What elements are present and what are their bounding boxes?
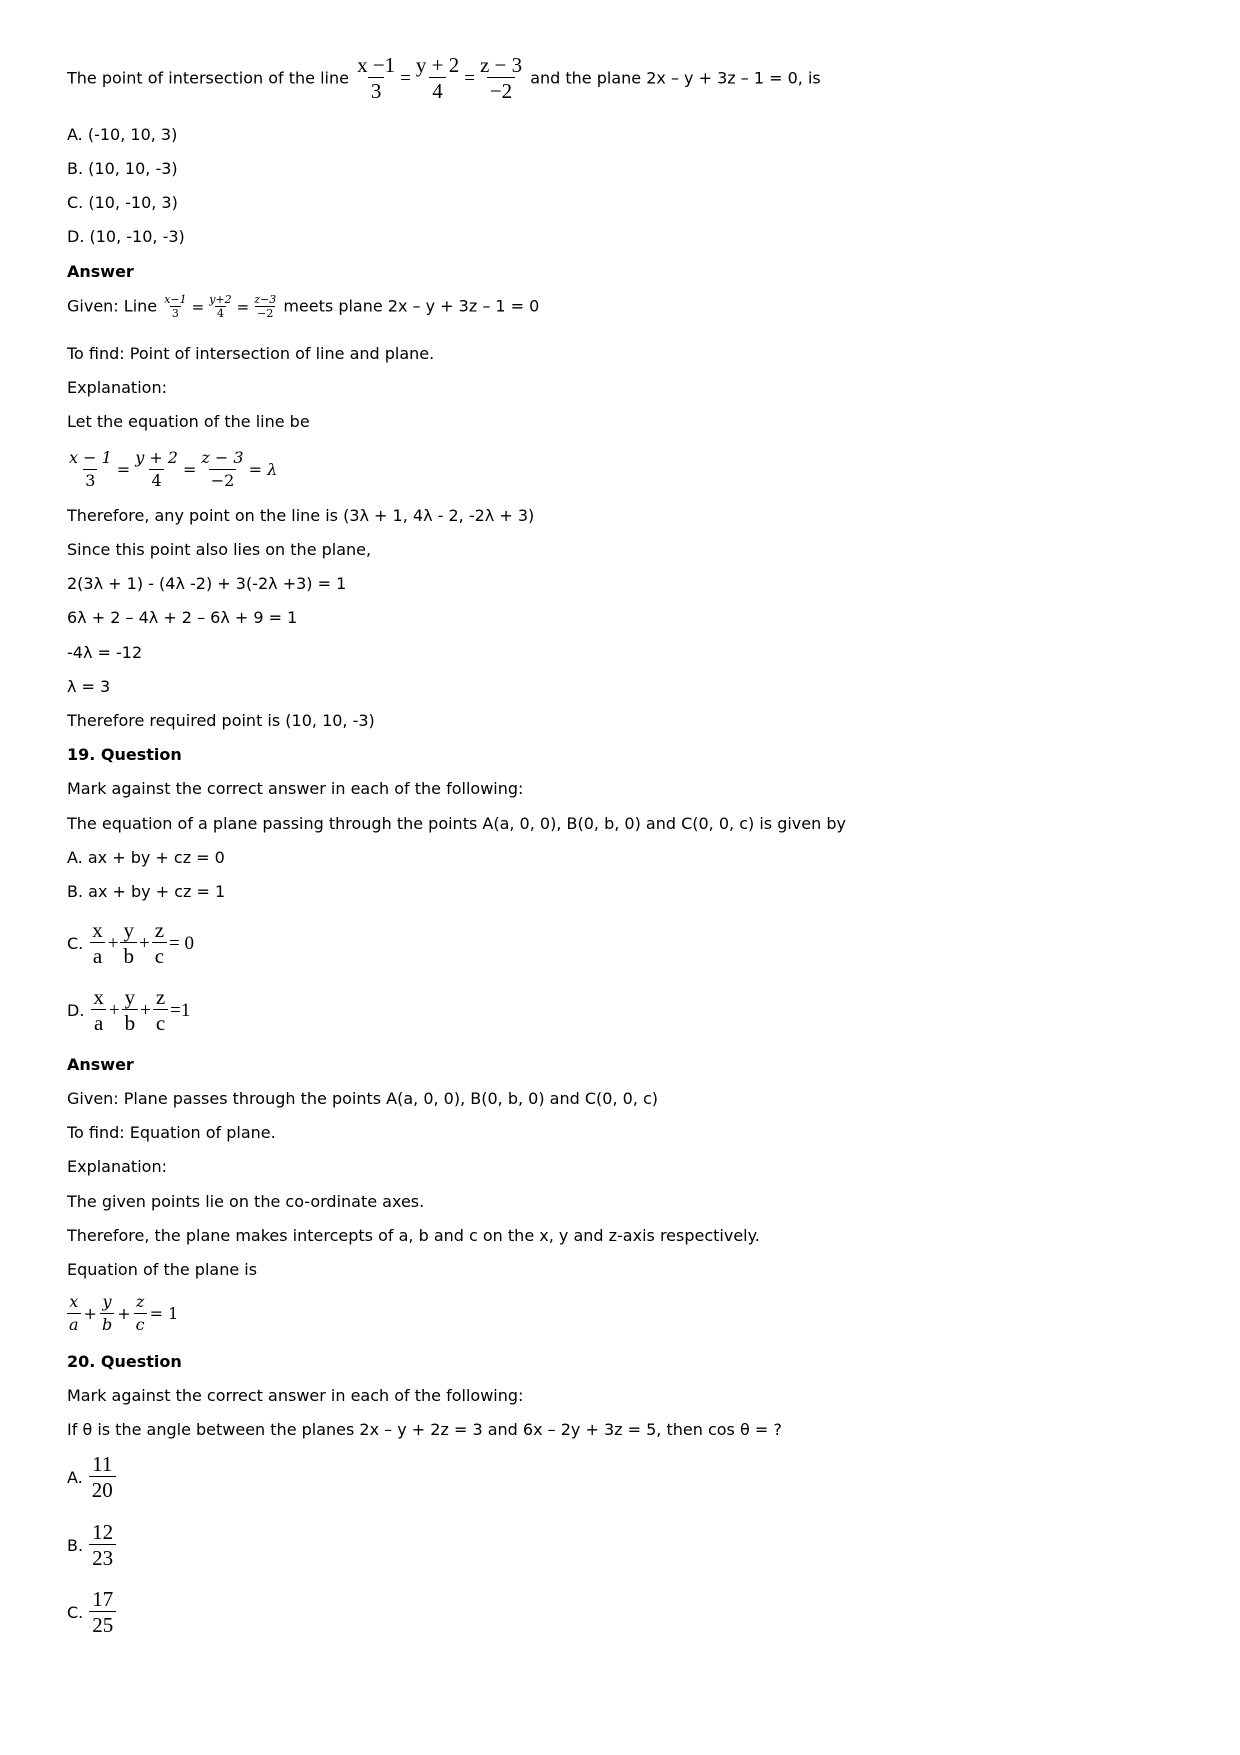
q19-to-find: To find: Equation of plane. bbox=[67, 1123, 276, 1142]
q19-instruction: Mark against the correct answer in each of the following: bbox=[67, 779, 524, 798]
q18-stem-prefix: The point of intersection of the line bbox=[67, 68, 349, 88]
q19-heading: 19. Question bbox=[67, 745, 182, 764]
q20-heading: 20. Question bbox=[67, 1352, 182, 1371]
q18-option-c: C. (10, -10, 3) bbox=[67, 193, 178, 212]
q20-option-b: B. $\frac{12}{23}$ bbox=[67, 1520, 116, 1571]
q19-explanation-label: Explanation: bbox=[67, 1157, 167, 1176]
q18-stem-suffix: and the plane 2x – y + 3z – 1 = 0, is bbox=[530, 68, 821, 88]
q20-instruction: Mark against the correct answer in each of the following: bbox=[67, 1386, 524, 1405]
q18-stem-fraction-1: $\frac{x -1}{3}$ bbox=[357, 53, 396, 103]
q18-eq-fraction-3: $\frac{z - 3}{-2}$ bbox=[201, 448, 244, 490]
q18-step-7: Therefore required point is (10, 10, -3) bbox=[67, 711, 375, 730]
q18-option-d: D. (10, -10, -3) bbox=[67, 227, 185, 246]
q18-to-find: To find: Point of intersection of line and plane. bbox=[67, 344, 435, 363]
q18-given-fraction-1: $\frac{x-1}{3}$ bbox=[164, 293, 187, 320]
q18-step-5: -4λ = -12 bbox=[67, 643, 143, 662]
q18-step-2: Since this point also lies on the plane, bbox=[67, 540, 372, 559]
q19-option-d: D. $\frac{x}{a}$ + $\frac{y}{b}$ + $\frac{z}{c}$ =1 bbox=[67, 985, 191, 1035]
q18-step-6: λ = 3 bbox=[67, 677, 111, 696]
q19-line-3: Equation of the plane is bbox=[67, 1260, 258, 1279]
q20-option-a: A. $\frac{11}{20}$ bbox=[67, 1452, 116, 1503]
q18-eq-fraction-1: $\frac{x - 1}{3}$ bbox=[69, 448, 112, 490]
q18-option-a: A. (-10, 10, 3) bbox=[67, 125, 178, 144]
q18-given-fraction-3: $\frac{z-3}{-2}$ bbox=[254, 293, 277, 320]
q19-final-equation: $\frac{x}{a}$ + $\frac{y}{b}$ + $\frac{z}{c}$ = 1 bbox=[69, 1292, 179, 1334]
q19-option-c: C. $\frac{x}{a}$ + $\frac{y}{b}$ + $\frac{z}{c}$ = 0 bbox=[67, 918, 194, 968]
q18-line-equation: $\frac{x - 1}{3}$ = $\frac{y + 2}{4}$ = $\frac{z - 3}{-2}$ = λ bbox=[69, 448, 278, 490]
q20-stem: If θ is the angle between the planes 2x – y + 2z = 3 and 6x – 2y + 3z = 5, then cos θ = ? bbox=[67, 1420, 782, 1439]
q19-line-2: Therefore, the plane makes intercepts of a, b and c on the x, y and z-axis respectively. bbox=[67, 1226, 760, 1245]
q18-answer-heading: Answer bbox=[67, 262, 134, 281]
q18-option-b: B. (10, 10, -3) bbox=[67, 159, 178, 178]
q18-explanation-label: Explanation: bbox=[67, 378, 167, 397]
q20-option-c: C. $\frac{17}{25}$ bbox=[67, 1587, 116, 1638]
q19-option-a: A. ax + by + cz = 0 bbox=[67, 848, 225, 867]
q18-stem-fraction-2: $\frac{y + 2}{4}$ bbox=[415, 53, 460, 103]
q18-step-1: Therefore, any point on the line is (3λ + 1, 4λ - 2, -2λ + 3) bbox=[67, 506, 535, 525]
q18-step-4: 6λ + 2 – 4λ + 2 – 6λ + 9 = 1 bbox=[67, 608, 298, 627]
q19-answer-heading: Answer bbox=[67, 1055, 134, 1074]
q18-let-line: Let the equation of the line be bbox=[67, 412, 310, 431]
q19-line-1: The given points lie on the co-ordinate axes. bbox=[67, 1192, 425, 1211]
q18-stem-fraction-3: $\frac{z - 3}{-2}$ bbox=[479, 53, 523, 103]
q18-given: Given: Line $\frac{x-1}{3}$ = $\frac{y+2}{4}$ = $\frac{z-3}{-2}$ meets plane 2x – y + 3z – 1 = 0 bbox=[67, 293, 540, 320]
q18-eq-fraction-2: $\frac{y + 2}{4}$ bbox=[135, 448, 178, 490]
q18-step-3: 2(3λ + 1) - (4λ -2) + 3(-2λ +3) = 1 bbox=[67, 574, 347, 593]
q19-given: Given: Plane passes through the points A(a, 0, 0), B(0, b, 0) and C(0, 0, c) bbox=[67, 1089, 659, 1108]
q18-given-fraction-2: $\frac{y+2}{4}$ bbox=[209, 293, 232, 320]
q19-option-b: B. ax + by + cz = 1 bbox=[67, 882, 226, 901]
q18-stem: The point of intersection of the line $\frac{x -1}{3}$ = $\frac{y + 2}{4}$ = $\frac{z - 3}{-2}$ and the plane 2x – y + 3z – 1 = 0, is bbox=[67, 53, 821, 103]
q19-stem: The equation of a plane passing through the points A(a, 0, 0), B(0, b, 0) and C(0, 0, c) is given by bbox=[67, 814, 846, 833]
